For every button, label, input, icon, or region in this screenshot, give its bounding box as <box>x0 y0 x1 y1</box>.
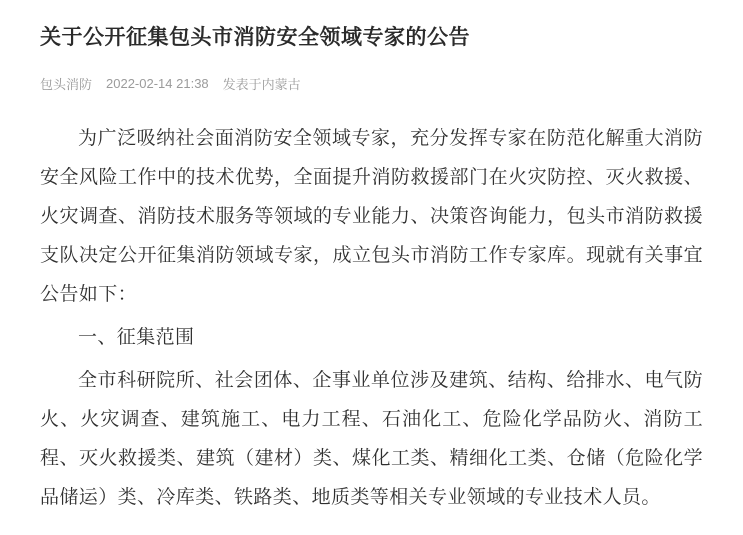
article-body <box>40 119 703 517</box>
page-title: 关于公开征集包头市消防安全领域专家的公告 <box>40 26 470 49</box>
account-name[interactable]: 包头消防 <box>40 77 93 92</box>
publish-location: 发表于内蒙古 <box>222 77 301 92</box>
paragraph-scope: 全市科研院所、社会团体、企事业单位涉及建筑、结构、给排水、电气防火、火灾调查、建筑施工、电力工程、石油化工、危险化学品防火、消防工程、灭火救援类、建筑（建材）类、煤化工类、精细化工类、仓储（危险化学品储运）类、冷库类、铁路类、地质类等相关专业领域的专业技术人员。 <box>40 370 703 508</box>
article-meta <box>40 74 703 93</box>
publish-timestamp: 2022-02-14 21:38 <box>106 76 209 91</box>
section-heading-scope: 一、征集范围 <box>78 327 195 348</box>
paragraph-intro: 为广泛吸纳社会面消防安全领域专家，充分发挥专家在防范化解重大消防安全风险工作中的技术优势，全面提升消防救援部门在火灾防控、灭火救援、火灾调查、消防技术服务等领域的专业能力、决策咨询能力，包头市消防救援支队决定公开征集消防领域专家，成立包头市消防工作专家库。现就有关事宜公告如下： <box>40 128 703 305</box>
